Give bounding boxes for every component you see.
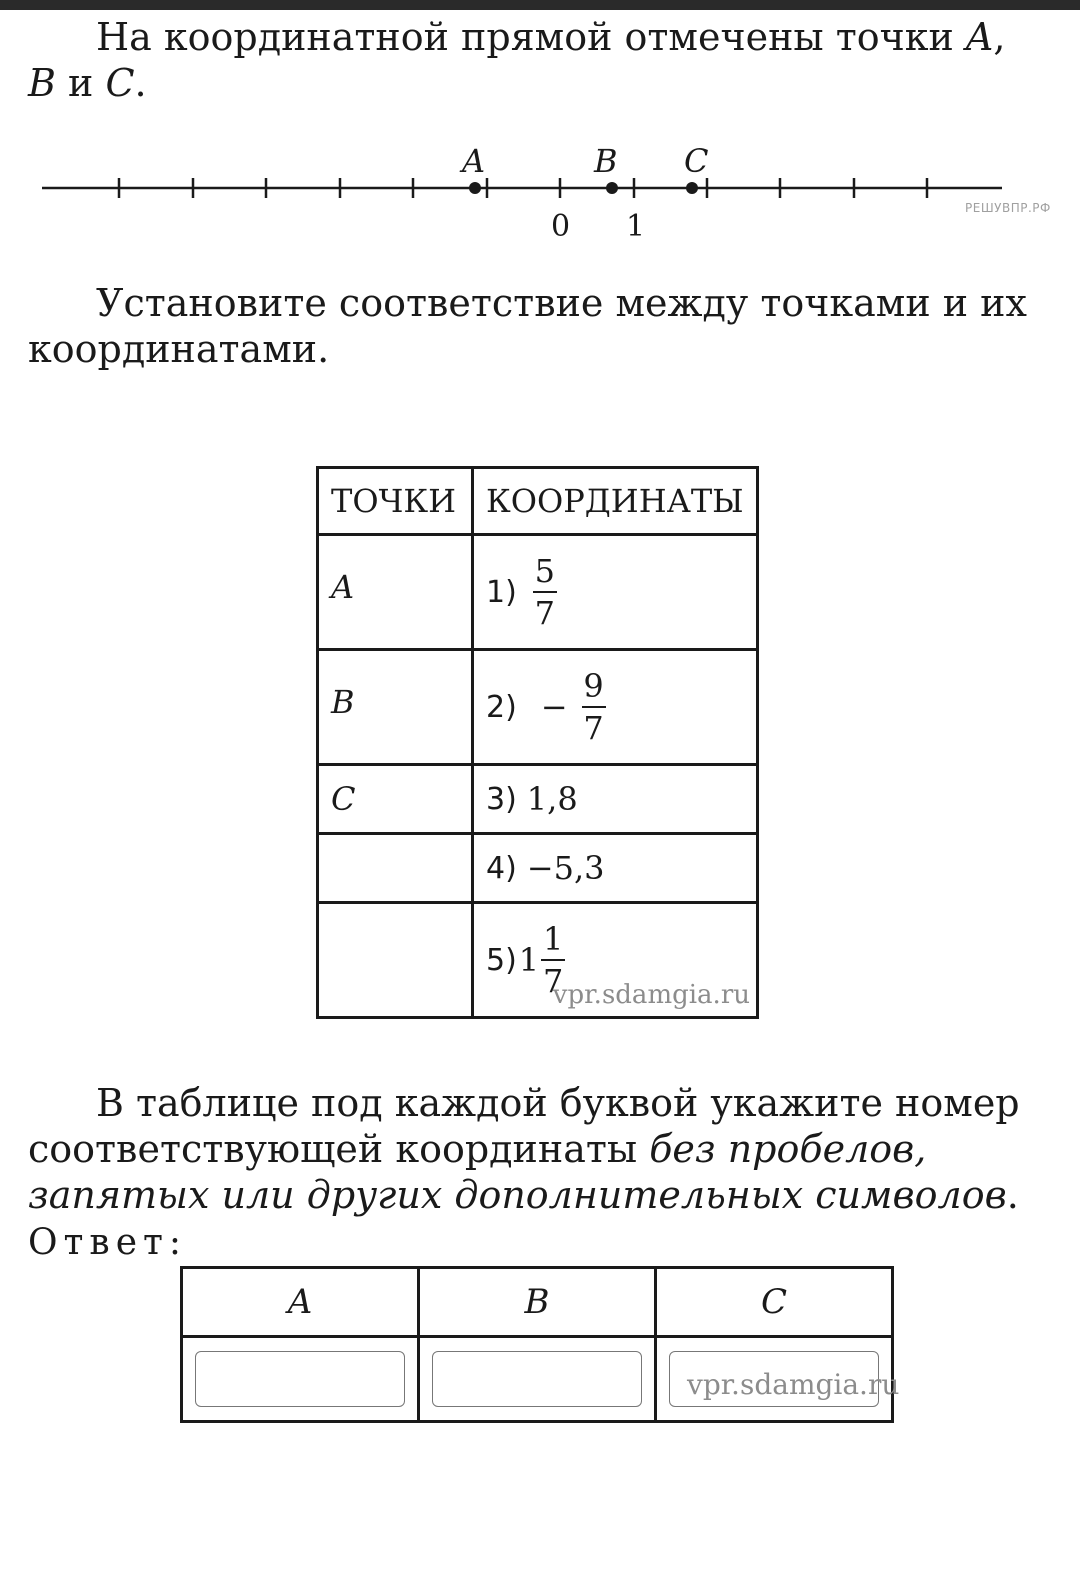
site-watermark: РЕШУВПР.РФ bbox=[965, 201, 1051, 215]
answer-cell-c bbox=[656, 1337, 900, 1422]
answer-header-c: C bbox=[656, 1268, 893, 1337]
matching-table bbox=[316, 466, 759, 1019]
answer-label: Ответ: bbox=[28, 1222, 188, 1263]
point-cell-a: A bbox=[318, 535, 473, 650]
point-cell-c: C bbox=[318, 765, 473, 834]
option-cell-3: 3) 1,8 bbox=[473, 765, 758, 834]
empty-point-cell bbox=[318, 903, 473, 1018]
table-watermark: vpr.sdamgia.ru bbox=[552, 980, 750, 1010]
answer-header-b: B bbox=[419, 1268, 656, 1337]
empty-point-cell bbox=[318, 834, 473, 903]
option-cell-4: 4) −5,3 bbox=[473, 834, 758, 903]
top-bar bbox=[0, 0, 1080, 10]
point-c-label: C bbox=[684, 142, 709, 180]
answer-header-a: A bbox=[182, 1268, 419, 1337]
point-b-dot bbox=[606, 182, 618, 194]
answer-input-b[interactable] bbox=[432, 1351, 642, 1407]
answer-input-c[interactable] bbox=[669, 1351, 879, 1407]
fraction: $\frac{9}{7}$ bbox=[583, 667, 604, 747]
point-b-label: B bbox=[594, 142, 618, 180]
instruction-paragraph: Установите соответствие между точками и их координатами. bbox=[28, 281, 1027, 371]
intro-paragraph: На координатной прямой отмечены точки A, B и C. bbox=[28, 15, 1006, 105]
answer-cell-a bbox=[182, 1337, 419, 1422]
fraction: $\frac{5}{7}$ bbox=[534, 552, 555, 632]
tick-zero-label: 0 bbox=[551, 209, 571, 244]
fraction: $\frac{1}{7}$ bbox=[542, 920, 564, 1000]
point-c-dot bbox=[686, 182, 698, 194]
point-a-dot bbox=[469, 182, 481, 194]
point-a-ref: A bbox=[965, 15, 994, 59]
point-cell-b: B bbox=[318, 650, 473, 765]
answer-table bbox=[180, 1266, 900, 1423]
option-cell-5: 5) 1 $\frac{1}{7}$ vpr.sdamgia.ru bbox=[473, 903, 758, 1018]
header-points: ТОЧКИ bbox=[318, 468, 473, 535]
tick-one-label: 1 bbox=[626, 209, 646, 244]
answer-input-a[interactable] bbox=[195, 1351, 405, 1407]
number-line bbox=[0, 130, 1080, 260]
point-a-label: A bbox=[462, 142, 486, 180]
point-c-ref: C bbox=[105, 61, 135, 105]
header-coordinates: КООРДИНАТЫ bbox=[473, 468, 758, 535]
answer-cell-b bbox=[419, 1337, 656, 1422]
option-cell-1: 1) $\frac{5}{7}$ bbox=[473, 535, 758, 650]
point-b-ref: B bbox=[28, 61, 56, 105]
task-paragraph: В таблице под каждой буквой укажите номер соответствующей координаты без пробелов, запятых или других дополнительных символов. bbox=[28, 1081, 1020, 1217]
option-cell-2: 2) − $\frac{9}{7}$ bbox=[473, 650, 758, 765]
answer-watermark: vpr.sdamgia.ru bbox=[687, 1368, 900, 1401]
